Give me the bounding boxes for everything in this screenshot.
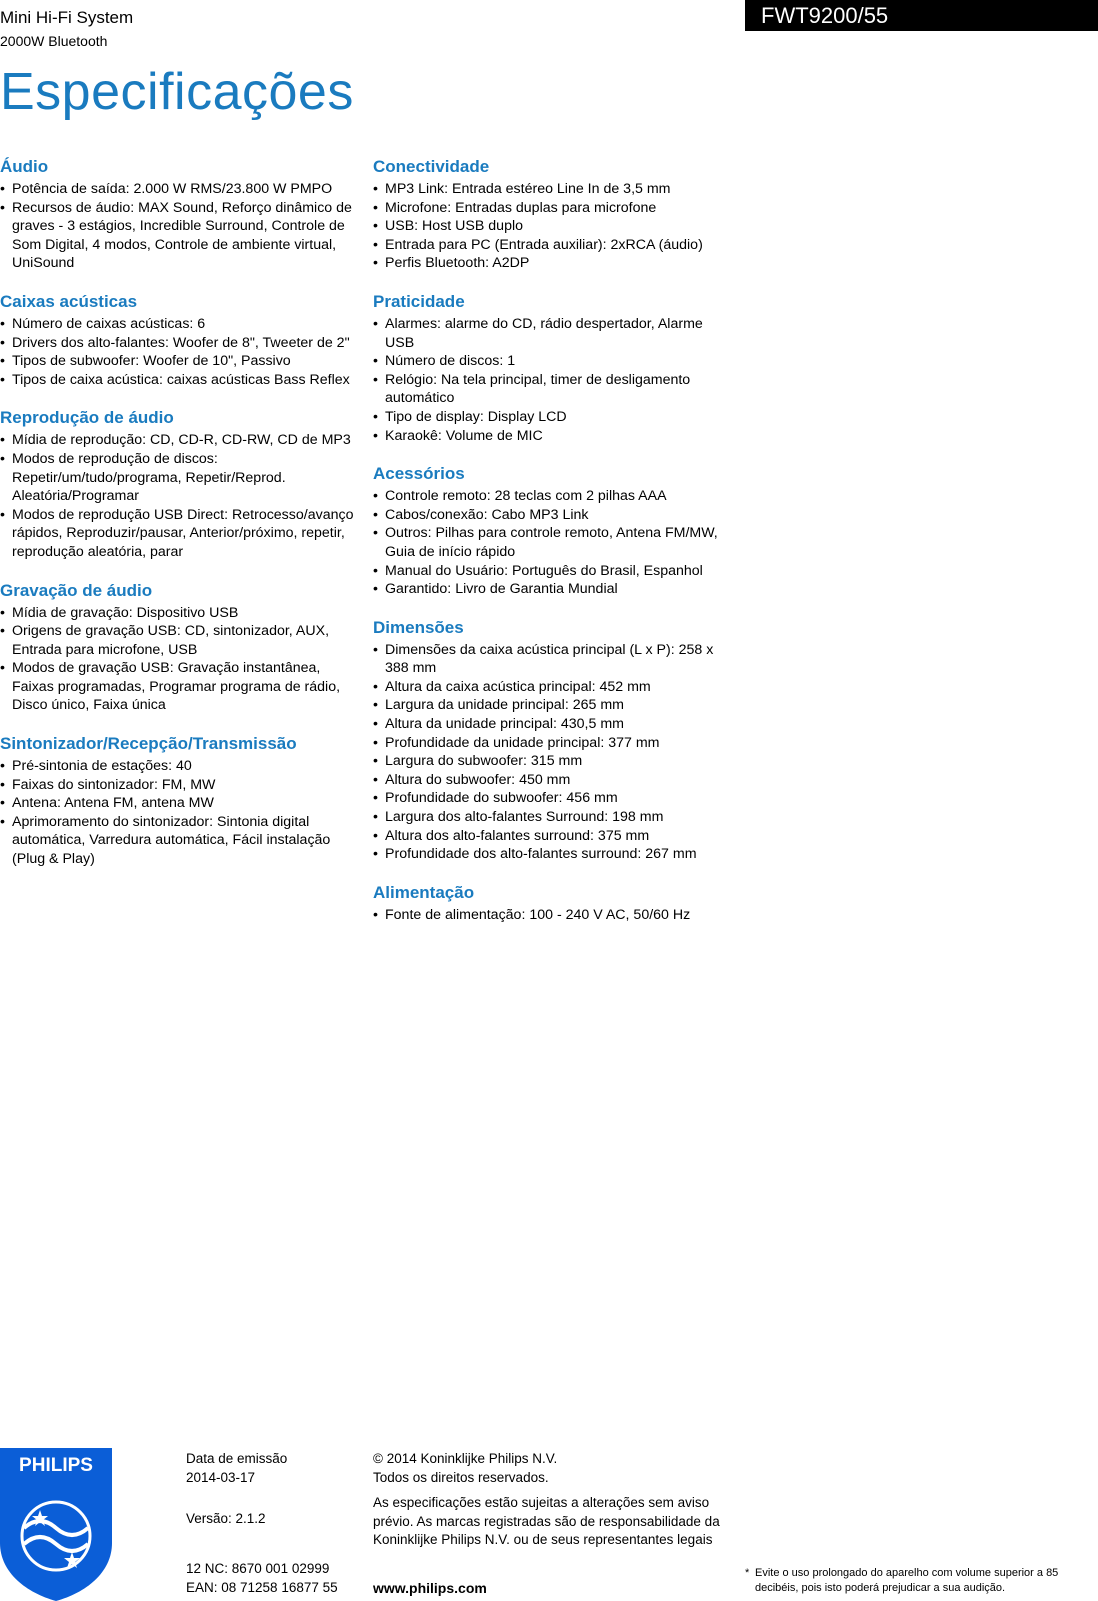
footer: [0, 1440, 1098, 1601]
spec-item: • Altura do subwoofer: 450 mm: [373, 771, 733, 790]
section-connectivity: [373, 156, 733, 273]
spec-item: • Relógio: Na tela principal, timer de desligamento automático: [373, 371, 733, 408]
section-convenience: [373, 291, 733, 445]
spec-item: • Número de discos: 1: [373, 352, 733, 371]
section-title: Acessórios: [373, 464, 465, 484]
spec-item: • Mídia de gravação: Dispositivo USB: [0, 604, 355, 623]
spec-item: • Cabos/conexão: Cabo MP3 Link: [373, 506, 733, 525]
spec-item: • Altura da caixa acústica principal: 452 mm: [373, 678, 733, 697]
nc-code: 12 NC: 8670 001 02999: [186, 1561, 330, 1576]
spec-item: • Potência de saída: 2.000 W RMS/23.800 W PMPO: [0, 180, 355, 199]
section-title: Alimentação: [373, 882, 475, 902]
section-tuner: [0, 733, 355, 869]
spec-column-left: [0, 156, 355, 887]
spec-item: • Largura do subwoofer: 315 mm: [373, 752, 733, 771]
spec-item: • Número de caixas acústicas: 6: [0, 315, 355, 334]
section-audio: [0, 156, 355, 273]
spec-item: • Outros: Pilhas para controle remoto, Antena FM/MW, Guia de início rápido: [373, 524, 733, 561]
rights-reserved: Todos os direitos reservados.: [373, 1470, 549, 1485]
section-title: Praticidade: [373, 291, 465, 311]
spec-item: • Recursos de áudio: MAX Sound, Reforço dinâmico de graves - 3 estágios, Incredible Surround, Controle de Som Digital, 4 modos, Controle de ambiente virtual, UniSound: [0, 199, 355, 273]
spec-item: • Entrada para PC (Entrada auxiliar): 2xRCA (áudio): [373, 236, 733, 255]
ean-code: EAN: 08 71258 16877 55: [186, 1580, 338, 1595]
section-title: Reprodução de áudio: [0, 408, 174, 428]
spec-item: • Altura da unidade principal: 430,5 mm: [373, 715, 733, 734]
spec-item: • Mídia de reprodução: CD, CD-R, CD-RW, CD de MP3: [0, 431, 355, 450]
spec-item: • Drivers dos alto-falantes: Woofer de 8", Tweeter de 2": [0, 334, 355, 353]
section-title: Dimensões: [373, 617, 464, 637]
website-link[interactable]: www.philips.com: [373, 1580, 487, 1596]
spec-item: • Aprimoramento do sintonizador: Sintonia digital automática, Varredura automática, Fácil instalação (Plug & Play): [0, 813, 355, 869]
spec-item: • Tipos de caixa acústica: caixas acústicas Bass Reflex: [0, 371, 355, 390]
spec-item: • Largura dos alto-falantes Surround: 198 mm: [373, 808, 733, 827]
section-title: Gravação de áudio: [0, 580, 153, 600]
spec-item: • Manual do Usuário: Português do Brasil, Espanhol: [373, 562, 733, 581]
section-audio-recording: [0, 580, 355, 716]
spec-item: • Tipos de subwoofer: Woofer de 10", Passivo: [0, 352, 355, 371]
spec-item: • Controle remoto: 28 teclas com 2 pilhas AAA: [373, 487, 733, 506]
section-title: Sintonizador/Recepção/Transmissão: [0, 734, 297, 754]
volume-footnote: * Evite o uso prolongado do aparelho com volume superior a 85 decibéis, pois isto poderá prejudicar a sua audição.: [745, 1566, 1075, 1595]
philips-logo: [0, 1448, 112, 1601]
page-title: Especificações: [0, 63, 354, 121]
spec-item: • Largura da unidade principal: 265 mm: [373, 696, 733, 715]
philips-logo-text: PHILIPS: [19, 1455, 93, 1476]
spec-item: • Antena: Antena FM, antena MW: [0, 794, 355, 813]
spec-item: • Profundidade dos alto-falantes surround: 267 mm: [373, 845, 733, 864]
spec-item: • USB: Host USB duplo: [373, 217, 733, 236]
spec-column-right: [373, 156, 733, 942]
spec-item: • Garantido: Livro de Garantia Mundial: [373, 580, 733, 599]
spec-item: • Alarmes: alarme do CD, rádio despertador, Alarme USB: [373, 315, 733, 352]
spec-item: • Pré-sintonia de estações: 40: [0, 757, 355, 776]
spec-item: • Microfone: Entradas duplas para microfone: [373, 199, 733, 218]
spec-item: • Modos de reprodução de discos: Repetir/um/tudo/programa, Repetir/Reprod. Aleatória/Programar: [0, 450, 355, 506]
spec-item: • Altura dos alto-falantes surround: 375 mm: [373, 827, 733, 846]
spec-item: • Karaokê: Volume de MIC: [373, 427, 733, 446]
section-audio-playback: [0, 407, 355, 561]
issue-date-label: Data de emissão: [186, 1451, 288, 1466]
spec-item: • Perfis Bluetooth: A2DP: [373, 254, 733, 273]
spec-item: • Modos de reprodução USB Direct: Retrocesso/avanço rápidos, Reproduzir/pausar, Anterior/próximo, repetir, reprodução aleatória, parar: [0, 506, 355, 562]
section-title: Conectividade: [373, 157, 490, 176]
issue-date-value: 2014-03-17: [186, 1470, 256, 1485]
spec-item: • Modos de gravação USB: Gravação instantânea, Faixas programadas, Programar programa de rádio, Disco único, Faixa única: [0, 659, 355, 715]
section-dimensions: [373, 617, 733, 864]
section-title: Áudio: [0, 157, 49, 176]
section-accessories: [373, 463, 733, 599]
spec-item: • MP3 Link: Entrada estéreo Line In de 3,5 mm: [373, 180, 733, 199]
spec-item: • Origens de gravação USB: CD, sintonizador, AUX, Entrada para microfone, USB: [0, 622, 355, 659]
product-subtitle: 2000W Bluetooth: [0, 33, 108, 49]
spec-disclaimer: As especificações estão sujeitas a alterações sem aviso prévio. As marcas registradas são de responsabilidade da Koninklijke Philips N.V. ou de seus representantes legais: [373, 1495, 720, 1548]
spec-item: • Profundidade do subwoofer: 456 mm: [373, 789, 733, 808]
spec-item: • Fonte de alimentação: 100 - 240 V AC, 50/60 Hz: [373, 906, 733, 925]
spec-item: • Tipo de display: Display LCD: [373, 408, 733, 427]
version: Versão: 2.1.2: [186, 1511, 266, 1526]
section-power: [373, 882, 733, 925]
spec-item: • Faixas do sintonizador: FM, MW: [0, 776, 355, 795]
product-name: Mini Hi-Fi System: [0, 8, 134, 27]
spec-item: • Profundidade da unidade principal: 377 mm: [373, 734, 733, 753]
copyright: © 2014 Koninklijke Philips N.V.: [373, 1451, 558, 1466]
section-title: Caixas acústicas: [0, 291, 138, 311]
section-speakers: [0, 291, 355, 389]
spec-item: • Dimensões da caixa acústica principal (L x P): 258 x 388 mm: [373, 641, 733, 678]
model-number-box: FWT9200/55: [745, 0, 1098, 31]
